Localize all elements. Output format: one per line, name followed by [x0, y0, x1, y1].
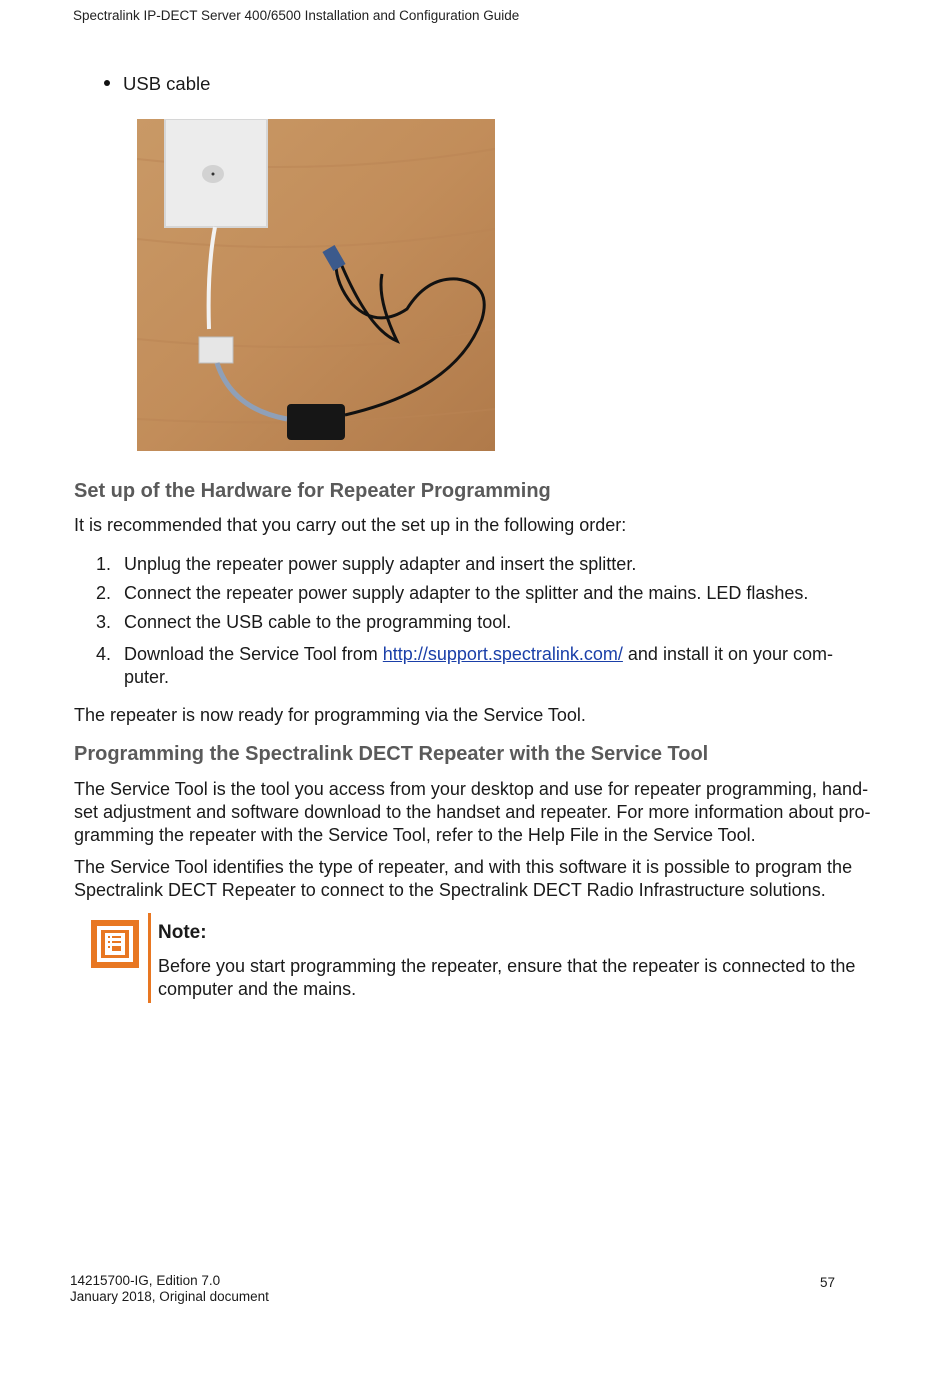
repeater-usb-cable-photo [137, 119, 495, 451]
setup-intro-text: It is recommended that you carry out the set up in the following order: [74, 515, 627, 535]
setup-outro-text: The repeater is now ready for programming via the Service Tool. [74, 705, 586, 725]
note-divider [148, 913, 151, 1003]
footer-doc-id: 14215700-IG, Edition 7.0 [70, 1273, 221, 1288]
footer-doc-info [70, 1273, 269, 1305]
section-heading-hardware-setup: Set up of the Hardware for Repeater Programming [74, 480, 551, 502]
programming-paragraph-2: The Service Tool identifies the type of repeater, and with this software it is possible to program the Spectralink DECT Repeater to connect to the Spectralink DECT Radio Infrastructure solutions. [74, 857, 853, 900]
section-heading-programming: Programming the Spectralink DECT Repeater with the Service Tool [74, 743, 709, 765]
note-title: Note: [158, 922, 207, 943]
support-link[interactable]: http://support.spectralink.com/ [382, 644, 623, 664]
bullet-text: USB cable [123, 73, 211, 94]
footer-date: January 2018, Original document [70, 1289, 269, 1304]
list-item: 3. Connect the USB cable to the programming tool. [96, 612, 512, 632]
list-item: 2. Connect the repeater power supply adapter to the splitter and the mains. LED flashes. [96, 583, 809, 603]
programming-paragraph-1: The Service Tool is the tool you access from your desktop and use for repeater programming, hand- set adjustment and software download to the handset and repeater. For more information about pro- gramming the repeater with the Service Tool, refer to the Help File in the Service Tool. [74, 779, 871, 845]
list-item: 1. Unplug the repeater power supply adapter and insert the splitter. [96, 554, 637, 574]
bullet-icon [104, 80, 110, 86]
note-list-icon [91, 920, 139, 968]
page-header: Spectralink IP-DECT Server 400/6500 Installation and Configuration Guide [73, 8, 520, 23]
bullet-item [104, 73, 210, 95]
page-number: 57 [820, 1275, 836, 1290]
note-text: Before you start programming the repeater, ensure that the repeater is connected to the computer and the mains. [158, 956, 856, 999]
list-item: 4. Download the Service Tool from http://support.spectralink.com/ and install it on your com- puter. [96, 644, 833, 687]
